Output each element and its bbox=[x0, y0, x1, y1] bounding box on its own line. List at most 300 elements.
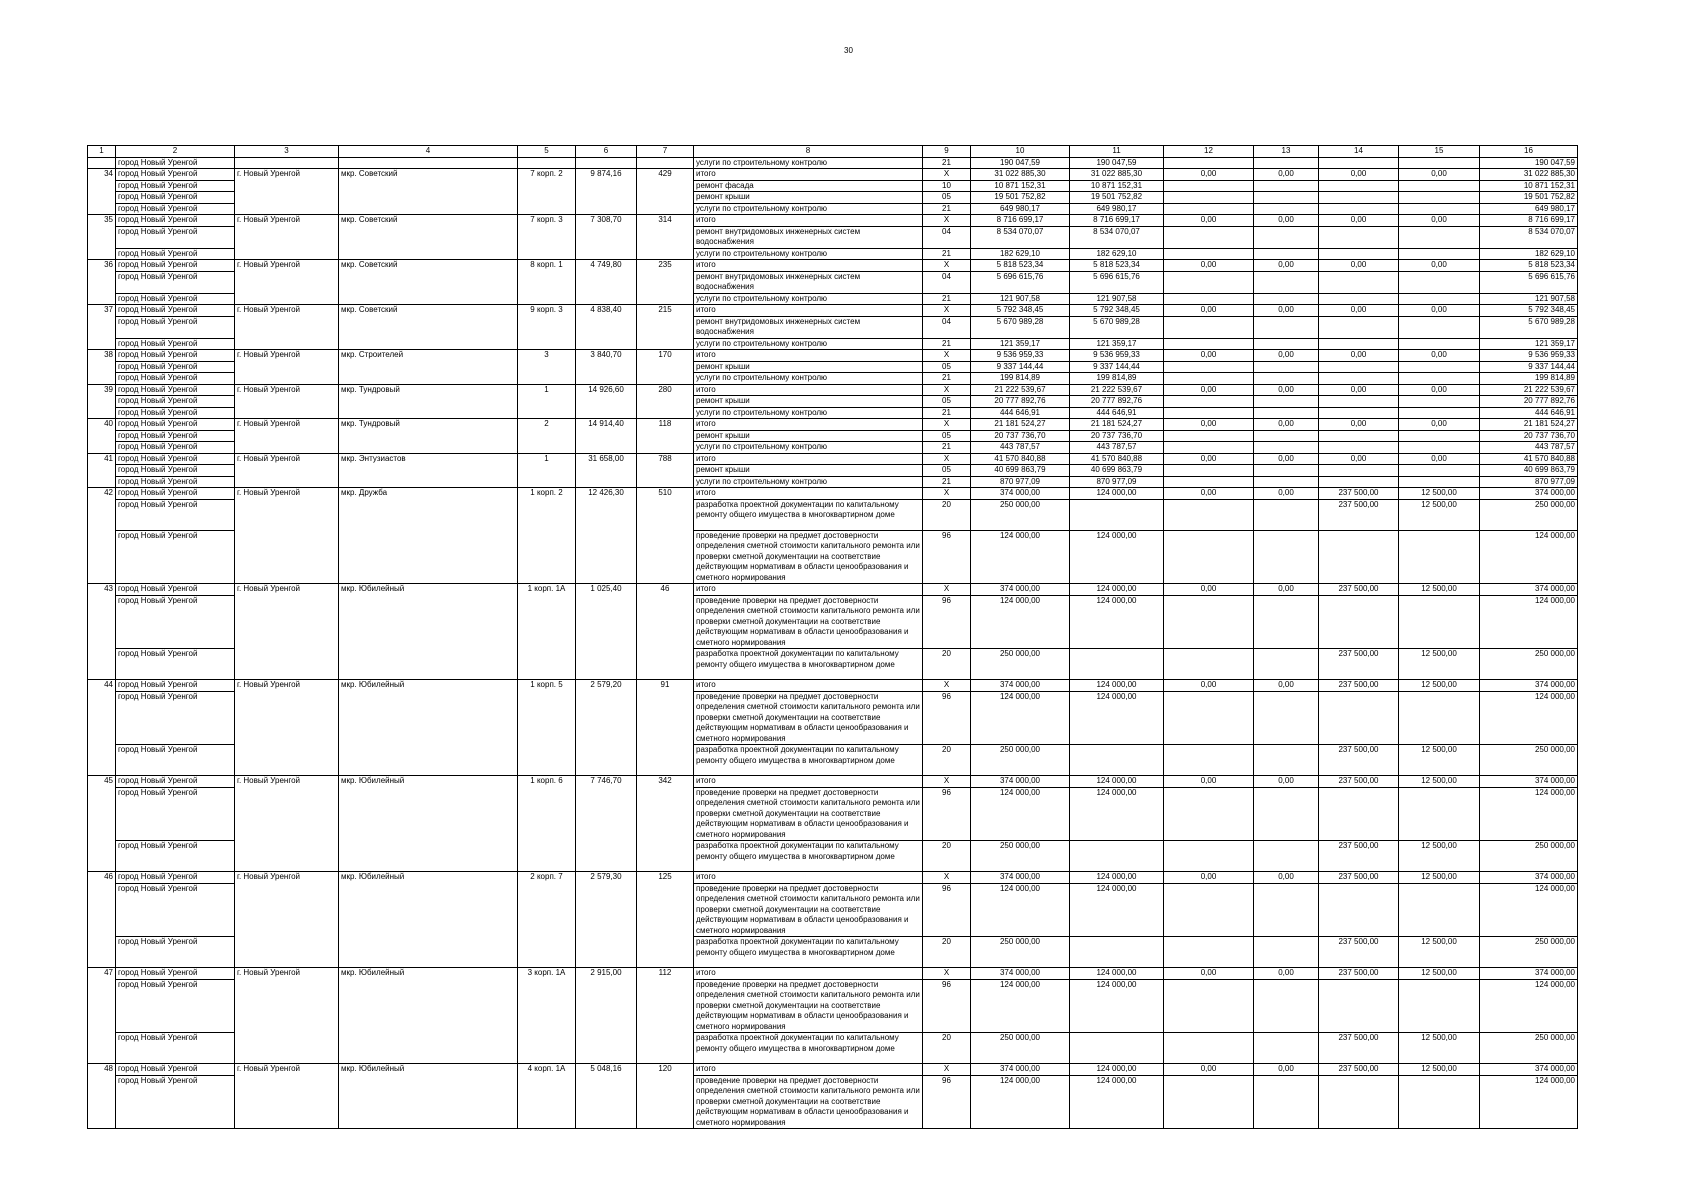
residents-count bbox=[637, 338, 694, 350]
cost-final: 10 871 152,31 bbox=[1480, 180, 1578, 192]
cost-total: 19 501 752,82 bbox=[971, 192, 1070, 204]
building-area bbox=[576, 530, 637, 584]
work-code: 20 bbox=[923, 649, 971, 680]
cost-fund: 124 000,00 bbox=[1070, 584, 1164, 596]
building-area: 3 840,70 bbox=[576, 350, 637, 362]
row-number bbox=[88, 180, 116, 192]
row-number bbox=[88, 937, 116, 968]
row-number bbox=[88, 465, 116, 477]
building-area bbox=[576, 293, 637, 305]
building-area: 9 874,16 bbox=[576, 169, 637, 181]
row-number bbox=[88, 745, 116, 776]
building-number bbox=[518, 691, 576, 745]
cost-total: 31 022 885,30 bbox=[971, 169, 1070, 181]
work-code: 05 bbox=[923, 361, 971, 373]
work-type: итого bbox=[694, 584, 923, 596]
work-type: услуги по строительному контролю bbox=[694, 407, 923, 419]
cost-local: 0,00 bbox=[1254, 968, 1319, 980]
column-number: 9 bbox=[923, 146, 971, 158]
work-type: услуги по строительному контролю bbox=[694, 338, 923, 350]
cost-final: 870 977,09 bbox=[1480, 476, 1578, 488]
cost-fund: 40 699 863,79 bbox=[1070, 465, 1164, 477]
work-row bbox=[88, 180, 1578, 192]
cost-total: 5 792 348,45 bbox=[971, 305, 1070, 317]
work-type: проведение проверки на предмет достоверности определения сметной стоимости капитального ремонта или проверки сметной документации на соответствие действующим нормативам в области ценообразования и сметного нормирования bbox=[694, 883, 923, 937]
residents-count bbox=[637, 192, 694, 204]
cost-other bbox=[1399, 691, 1480, 745]
cost-regional bbox=[1164, 1075, 1254, 1129]
work-code: 04 bbox=[923, 226, 971, 248]
cost-total: 21 181 524,27 bbox=[971, 419, 1070, 431]
cost-fund bbox=[1070, 499, 1164, 530]
municipality-name: город Новый Уренгой bbox=[116, 305, 235, 317]
capital-repair-table bbox=[87, 145, 1578, 1129]
cost-local bbox=[1254, 787, 1319, 841]
building-number bbox=[518, 271, 576, 293]
cost-owners bbox=[1319, 979, 1399, 1033]
work-code: Х bbox=[923, 1064, 971, 1076]
building-number bbox=[518, 595, 576, 649]
cost-total: 121 907,58 bbox=[971, 293, 1070, 305]
cost-owners bbox=[1319, 248, 1399, 260]
cost-regional bbox=[1164, 226, 1254, 248]
work-type: разработка проектной документации по капитальному ремонту общего имущества в многоквартирном доме bbox=[694, 937, 923, 968]
municipality-name: город Новый Уренгой bbox=[116, 1075, 235, 1129]
row-number: 35 bbox=[88, 215, 116, 227]
cost-fund bbox=[1070, 745, 1164, 776]
cost-regional bbox=[1164, 192, 1254, 204]
column-number: 12 bbox=[1164, 146, 1254, 158]
district-name: мкр. Энтузиастов bbox=[339, 453, 518, 465]
district-name bbox=[339, 157, 518, 169]
residents-count bbox=[637, 407, 694, 419]
building-area bbox=[576, 407, 637, 419]
cost-final: 649 980,17 bbox=[1480, 203, 1578, 215]
building-number: 1 bbox=[518, 384, 576, 396]
cost-other bbox=[1399, 407, 1480, 419]
municipality-name: город Новый Уренгой bbox=[116, 271, 235, 293]
building-total-row bbox=[88, 776, 1578, 788]
cost-local bbox=[1254, 691, 1319, 745]
district-name bbox=[339, 649, 518, 680]
cost-other: 0,00 bbox=[1399, 169, 1480, 181]
cost-other bbox=[1399, 530, 1480, 584]
cost-other: 0,00 bbox=[1399, 350, 1480, 362]
cost-fund: 8 716 699,17 bbox=[1070, 215, 1164, 227]
cost-other bbox=[1399, 293, 1480, 305]
cost-regional bbox=[1164, 745, 1254, 776]
cost-regional bbox=[1164, 691, 1254, 745]
row-number bbox=[88, 691, 116, 745]
cost-owners: 0,00 bbox=[1319, 384, 1399, 396]
building-number: 9 корп. 3 bbox=[518, 305, 576, 317]
cost-regional bbox=[1164, 787, 1254, 841]
municipality-name: город Новый Уренгой bbox=[116, 680, 235, 692]
work-code: 21 bbox=[923, 476, 971, 488]
work-code: Х bbox=[923, 968, 971, 980]
district-name bbox=[339, 530, 518, 584]
residents-count: 510 bbox=[637, 488, 694, 500]
work-type: итого bbox=[694, 260, 923, 272]
cost-fund: 124 000,00 bbox=[1070, 488, 1164, 500]
work-row bbox=[88, 157, 1578, 169]
district-name: мкр. Советский bbox=[339, 169, 518, 181]
building-number: 2 bbox=[518, 419, 576, 431]
cost-local bbox=[1254, 361, 1319, 373]
cost-final: 8 716 699,17 bbox=[1480, 215, 1578, 227]
work-code: 96 bbox=[923, 883, 971, 937]
cost-owners: 237 500,00 bbox=[1319, 1064, 1399, 1076]
cost-other: 0,00 bbox=[1399, 305, 1480, 317]
municipality-name: город Новый Уренгой bbox=[116, 1064, 235, 1076]
work-type: разработка проектной документации по капитальному ремонту общего имущества в многоквартирном доме bbox=[694, 1033, 923, 1064]
town-name bbox=[235, 937, 339, 968]
municipality-name: город Новый Уренгой bbox=[116, 691, 235, 745]
building-number bbox=[518, 180, 576, 192]
work-type: проведение проверки на предмет достоверности определения сметной стоимости капитального ремонта или проверки сметной документации на соответствие действующим нормативам в области ценообразования и сметного нормирования bbox=[694, 530, 923, 584]
municipality-name: город Новый Уренгой bbox=[116, 584, 235, 596]
work-code: 96 bbox=[923, 691, 971, 745]
cost-other bbox=[1399, 595, 1480, 649]
work-type: итого bbox=[694, 488, 923, 500]
cost-regional bbox=[1164, 649, 1254, 680]
district-name bbox=[339, 979, 518, 1033]
cost-local bbox=[1254, 465, 1319, 477]
building-number: 3 bbox=[518, 350, 576, 362]
cost-regional bbox=[1164, 293, 1254, 305]
cost-total: 250 000,00 bbox=[971, 841, 1070, 872]
building-number bbox=[518, 476, 576, 488]
district-name bbox=[339, 192, 518, 204]
row-number: 44 bbox=[88, 680, 116, 692]
district-name bbox=[339, 595, 518, 649]
work-code: 04 bbox=[923, 316, 971, 338]
municipality-name: город Новый Уренгой bbox=[116, 872, 235, 884]
cost-local bbox=[1254, 745, 1319, 776]
residents-count bbox=[637, 316, 694, 338]
residents-count: 120 bbox=[637, 1064, 694, 1076]
cost-final: 250 000,00 bbox=[1480, 937, 1578, 968]
residents-count: 788 bbox=[637, 453, 694, 465]
municipality-name: город Новый Уренгой bbox=[116, 465, 235, 477]
residents-count bbox=[637, 465, 694, 477]
cost-regional: 0,00 bbox=[1164, 872, 1254, 884]
building-number bbox=[518, 203, 576, 215]
building-number bbox=[518, 396, 576, 408]
building-area bbox=[576, 361, 637, 373]
cost-local: 0,00 bbox=[1254, 776, 1319, 788]
district-name bbox=[339, 373, 518, 385]
cost-owners: 237 500,00 bbox=[1319, 584, 1399, 596]
row-number bbox=[88, 316, 116, 338]
work-type: итого bbox=[694, 305, 923, 317]
residents-count: 280 bbox=[637, 384, 694, 396]
building-area bbox=[576, 226, 637, 248]
row-number: 41 bbox=[88, 453, 116, 465]
cost-local bbox=[1254, 316, 1319, 338]
cost-fund bbox=[1070, 937, 1164, 968]
district-name bbox=[339, 745, 518, 776]
cost-other: 12 500,00 bbox=[1399, 937, 1480, 968]
cost-final: 374 000,00 bbox=[1480, 872, 1578, 884]
cost-local bbox=[1254, 192, 1319, 204]
work-type: итого bbox=[694, 453, 923, 465]
work-code: 96 bbox=[923, 530, 971, 584]
residents-count bbox=[637, 180, 694, 192]
cost-owners: 237 500,00 bbox=[1319, 499, 1399, 530]
work-row bbox=[88, 396, 1578, 408]
cost-other bbox=[1399, 465, 1480, 477]
cost-regional bbox=[1164, 430, 1254, 442]
cost-regional: 0,00 bbox=[1164, 680, 1254, 692]
row-number: 37 bbox=[88, 305, 116, 317]
cost-regional bbox=[1164, 883, 1254, 937]
town-name: г. Новый Уренгой bbox=[235, 968, 339, 980]
cost-local bbox=[1254, 338, 1319, 350]
cost-local: 0,00 bbox=[1254, 584, 1319, 596]
building-number bbox=[518, 1075, 576, 1129]
row-number: 36 bbox=[88, 260, 116, 272]
municipality-name: город Новый Уренгой bbox=[116, 192, 235, 204]
cost-local bbox=[1254, 595, 1319, 649]
residents-count: 118 bbox=[637, 419, 694, 431]
cost-regional: 0,00 bbox=[1164, 488, 1254, 500]
row-number: 46 bbox=[88, 872, 116, 884]
building-area bbox=[576, 649, 637, 680]
building-number: 1 bbox=[518, 453, 576, 465]
cost-other: 12 500,00 bbox=[1399, 649, 1480, 680]
cost-owners: 237 500,00 bbox=[1319, 776, 1399, 788]
building-number: 1 корп. 1А bbox=[518, 584, 576, 596]
district-name: мкр. Юбилейный bbox=[339, 872, 518, 884]
town-name: г. Новый Уренгой bbox=[235, 872, 339, 884]
building-number bbox=[518, 430, 576, 442]
work-type: ремонт крыши bbox=[694, 192, 923, 204]
residents-count bbox=[637, 787, 694, 841]
town-name bbox=[235, 1033, 339, 1064]
row-number bbox=[88, 248, 116, 260]
work-type: разработка проектной документации по капитальному ремонту общего имущества в многоквартирном доме bbox=[694, 649, 923, 680]
cost-fund: 124 000,00 bbox=[1070, 872, 1164, 884]
municipality-name: город Новый Уренгой bbox=[116, 745, 235, 776]
row-number bbox=[88, 1033, 116, 1064]
residents-count bbox=[637, 1075, 694, 1129]
building-total-row bbox=[88, 584, 1578, 596]
row-number bbox=[88, 979, 116, 1033]
building-number: 4 корп. 1А bbox=[518, 1064, 576, 1076]
building-number bbox=[518, 745, 576, 776]
residents-count bbox=[637, 745, 694, 776]
work-row bbox=[88, 787, 1578, 841]
building-area bbox=[576, 691, 637, 745]
town-name bbox=[235, 316, 339, 338]
residents-count bbox=[637, 841, 694, 872]
work-code: Х bbox=[923, 260, 971, 272]
district-name bbox=[339, 180, 518, 192]
cost-owners: 237 500,00 bbox=[1319, 649, 1399, 680]
work-type: проведение проверки на предмет достоверности определения сметной стоимости капитального ремонта или проверки сметной документации на соответствие действующим нормативам в области ценообразования и сметного нормирования bbox=[694, 595, 923, 649]
cost-total: 250 000,00 bbox=[971, 649, 1070, 680]
cost-owners bbox=[1319, 595, 1399, 649]
work-code: 21 bbox=[923, 293, 971, 305]
work-type: проведение проверки на предмет достоверности определения сметной стоимости капитального ремонта или проверки сметной документации на соответствие действующим нормативам в области ценообразования и сметного нормирования bbox=[694, 979, 923, 1033]
municipality-name: город Новый Уренгой bbox=[116, 453, 235, 465]
municipality-name: город Новый Уренгой bbox=[116, 488, 235, 500]
district-name bbox=[339, 430, 518, 442]
work-row bbox=[88, 442, 1578, 454]
cost-regional bbox=[1164, 979, 1254, 1033]
cost-local bbox=[1254, 442, 1319, 454]
cost-final: 19 501 752,82 bbox=[1480, 192, 1578, 204]
cost-total: 8 716 699,17 bbox=[971, 215, 1070, 227]
cost-total: 41 570 840,88 bbox=[971, 453, 1070, 465]
residents-count bbox=[637, 248, 694, 260]
cost-total: 5 670 989,28 bbox=[971, 316, 1070, 338]
column-number: 5 bbox=[518, 146, 576, 158]
cost-other: 12 500,00 bbox=[1399, 968, 1480, 980]
work-type: итого bbox=[694, 680, 923, 692]
cost-regional bbox=[1164, 396, 1254, 408]
work-row bbox=[88, 979, 1578, 1033]
cost-fund: 20 737 736,70 bbox=[1070, 430, 1164, 442]
cost-total: 9 536 959,33 bbox=[971, 350, 1070, 362]
cost-local bbox=[1254, 248, 1319, 260]
cost-total: 250 000,00 bbox=[971, 499, 1070, 530]
building-number bbox=[518, 338, 576, 350]
cost-final: 182 629,10 bbox=[1480, 248, 1578, 260]
work-row bbox=[88, 373, 1578, 385]
cost-total: 250 000,00 bbox=[971, 745, 1070, 776]
cost-other: 12 500,00 bbox=[1399, 776, 1480, 788]
municipality-name: город Новый Уренгой bbox=[116, 595, 235, 649]
cost-regional bbox=[1164, 361, 1254, 373]
building-number bbox=[518, 787, 576, 841]
district-name: мкр. Юбилейный bbox=[339, 584, 518, 596]
cost-total: 10 871 152,31 bbox=[971, 180, 1070, 192]
cost-final: 250 000,00 bbox=[1480, 499, 1578, 530]
work-code: 96 bbox=[923, 979, 971, 1033]
work-code: 21 bbox=[923, 248, 971, 260]
cost-other: 0,00 bbox=[1399, 384, 1480, 396]
building-area bbox=[576, 430, 637, 442]
work-code: Х bbox=[923, 305, 971, 317]
cost-total: 8 534 070,07 bbox=[971, 226, 1070, 248]
work-type: ремонт крыши bbox=[694, 465, 923, 477]
table-body bbox=[88, 146, 1578, 1129]
cost-local bbox=[1254, 226, 1319, 248]
cost-local bbox=[1254, 293, 1319, 305]
district-name bbox=[339, 442, 518, 454]
work-row bbox=[88, 316, 1578, 338]
residents-count: 215 bbox=[637, 305, 694, 317]
cost-regional: 0,00 bbox=[1164, 968, 1254, 980]
building-area: 2 915,00 bbox=[576, 968, 637, 980]
work-type: разработка проектной документации по капитальному ремонту общего имущества в многоквартирном доме bbox=[694, 499, 923, 530]
cost-fund: 870 977,09 bbox=[1070, 476, 1164, 488]
cost-final: 31 022 885,30 bbox=[1480, 169, 1578, 181]
row-number bbox=[88, 373, 116, 385]
cost-fund: 9 337 144,44 bbox=[1070, 361, 1164, 373]
work-code: Х bbox=[923, 169, 971, 181]
cost-fund: 5 696 615,76 bbox=[1070, 271, 1164, 293]
work-code: Х bbox=[923, 453, 971, 465]
work-row bbox=[88, 841, 1578, 872]
cost-other: 0,00 bbox=[1399, 215, 1480, 227]
cost-final: 374 000,00 bbox=[1480, 584, 1578, 596]
municipality-name: город Новый Уренгой bbox=[116, 396, 235, 408]
building-area bbox=[576, 373, 637, 385]
cost-regional: 0,00 bbox=[1164, 776, 1254, 788]
cost-fund: 182 629,10 bbox=[1070, 248, 1164, 260]
building-area bbox=[576, 157, 637, 169]
district-name bbox=[339, 883, 518, 937]
district-name: мкр. Юбилейный bbox=[339, 968, 518, 980]
district-name: мкр. Юбилейный bbox=[339, 1064, 518, 1076]
column-number: 6 bbox=[576, 146, 637, 158]
cost-fund: 124 000,00 bbox=[1070, 1064, 1164, 1076]
building-area: 2 579,30 bbox=[576, 872, 637, 884]
residents-count bbox=[637, 1033, 694, 1064]
cost-total: 20 777 892,76 bbox=[971, 396, 1070, 408]
cost-fund: 5 670 989,28 bbox=[1070, 316, 1164, 338]
cost-regional bbox=[1164, 841, 1254, 872]
municipality-name: город Новый Уренгой bbox=[116, 937, 235, 968]
work-code: Х bbox=[923, 680, 971, 692]
residents-count: 429 bbox=[637, 169, 694, 181]
cost-owners bbox=[1319, 192, 1399, 204]
residents-count bbox=[637, 442, 694, 454]
town-name bbox=[235, 465, 339, 477]
cost-local bbox=[1254, 530, 1319, 584]
residents-count bbox=[637, 157, 694, 169]
cost-other: 0,00 bbox=[1399, 419, 1480, 431]
cost-total: 374 000,00 bbox=[971, 776, 1070, 788]
work-code: Х bbox=[923, 350, 971, 362]
row-number bbox=[88, 293, 116, 305]
town-name bbox=[235, 691, 339, 745]
town-name bbox=[235, 407, 339, 419]
work-code: 20 bbox=[923, 1033, 971, 1064]
column-number: 8 bbox=[694, 146, 923, 158]
municipality-name: город Новый Уренгой bbox=[116, 499, 235, 530]
cost-owners bbox=[1319, 226, 1399, 248]
cost-local: 0,00 bbox=[1254, 488, 1319, 500]
residents-count bbox=[637, 649, 694, 680]
municipality-name: город Новый Уренгой bbox=[116, 442, 235, 454]
row-number: 40 bbox=[88, 419, 116, 431]
cost-fund: 5 818 523,34 bbox=[1070, 260, 1164, 272]
district-name: мкр. Тундровый bbox=[339, 384, 518, 396]
cost-other bbox=[1399, 316, 1480, 338]
cost-fund: 121 359,17 bbox=[1070, 338, 1164, 350]
work-code: 96 bbox=[923, 1075, 971, 1129]
cost-fund: 20 777 892,76 bbox=[1070, 396, 1164, 408]
cost-owners: 237 500,00 bbox=[1319, 968, 1399, 980]
column-number: 13 bbox=[1254, 146, 1319, 158]
town-name bbox=[235, 338, 339, 350]
district-name: мкр. Дружба bbox=[339, 488, 518, 500]
cost-total: 124 000,00 bbox=[971, 883, 1070, 937]
district-name bbox=[339, 691, 518, 745]
work-code: Х bbox=[923, 776, 971, 788]
cost-regional: 0,00 bbox=[1164, 260, 1254, 272]
cost-fund: 8 534 070,07 bbox=[1070, 226, 1164, 248]
row-number bbox=[88, 1075, 116, 1129]
cost-final: 20 737 736,70 bbox=[1480, 430, 1578, 442]
work-row bbox=[88, 203, 1578, 215]
town-name: г. Новый Уренгой bbox=[235, 260, 339, 272]
work-type: разработка проектной документации по капитальному ремонту общего имущества в многоквартирном доме bbox=[694, 745, 923, 776]
